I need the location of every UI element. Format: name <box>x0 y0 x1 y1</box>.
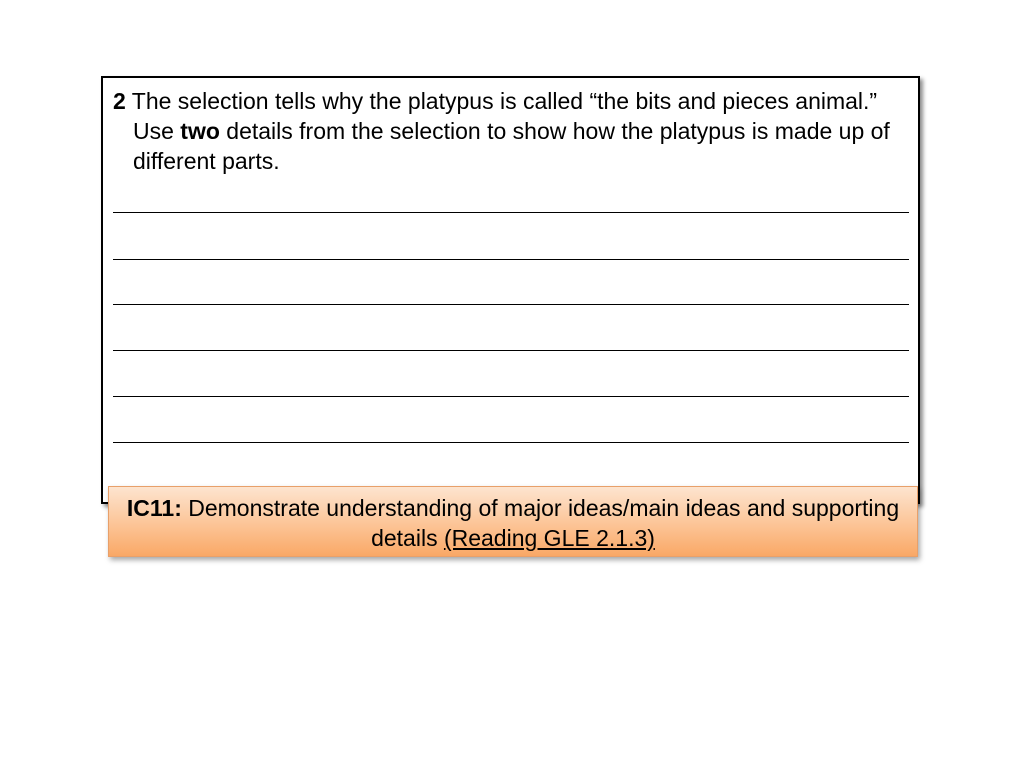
question-emphasis: two <box>180 118 220 144</box>
standard-description: Demonstrate understanding of major ideas/main ideas and supporting details <box>181 495 900 551</box>
question-text-part-1: The selection tells why the platypus is called “the bits and pieces animal.” Use <box>125 88 878 144</box>
answer-line-2[interactable] <box>113 259 909 260</box>
standard-code: IC11: <box>126 495 182 521</box>
standard-reference: (Reading GLE 2.1.3) <box>443 525 655 551</box>
answer-line-4[interactable] <box>113 350 909 351</box>
question-text-part-2: details from the selection to show how the platypus is made up of different parts. <box>133 118 890 174</box>
question-number: 2 <box>113 88 126 114</box>
answer-line-6[interactable] <box>113 442 909 443</box>
answer-line-1[interactable] <box>113 212 909 213</box>
question-box <box>101 76 920 504</box>
standard-box <box>108 486 918 557</box>
answer-line-3[interactable] <box>113 304 909 305</box>
answer-line-5[interactable] <box>113 396 909 397</box>
question-prompt <box>113 86 903 176</box>
